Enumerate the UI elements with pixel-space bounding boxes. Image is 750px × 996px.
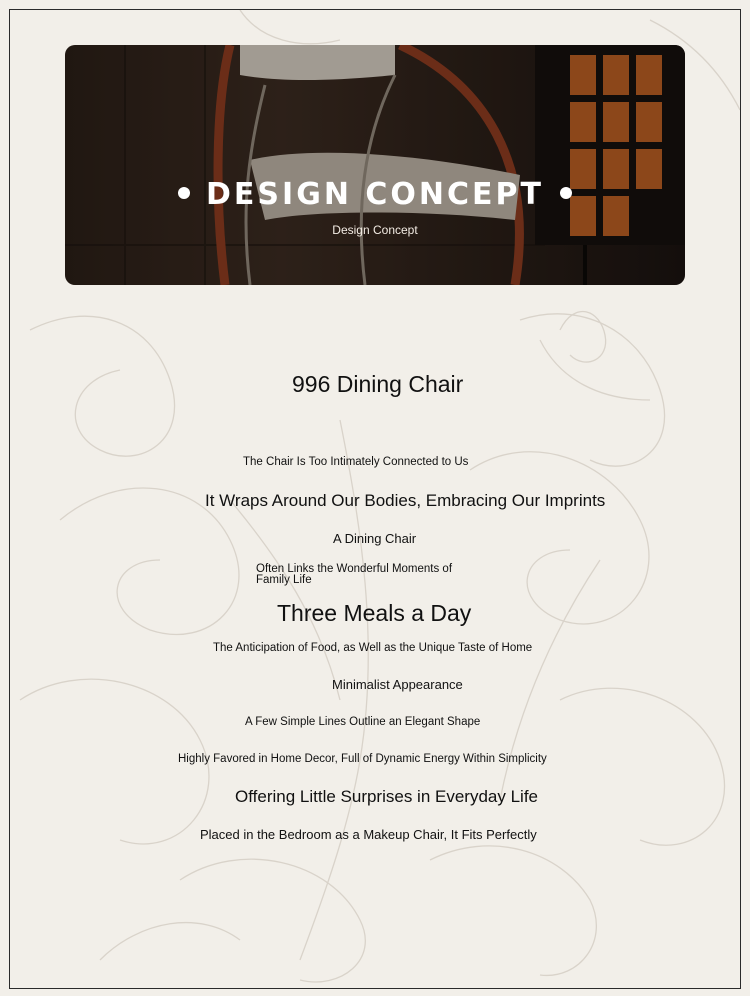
text-line-9: Highly Favored in Home Decor, Full of Dynamic Energy Within Simplicity: [178, 753, 547, 765]
chair-photo: [65, 45, 685, 285]
product-heading: 996 Dining Chair: [292, 371, 464, 397]
banner-subtitle: Design Concept: [332, 223, 418, 237]
hero-banner: [65, 45, 685, 285]
text-line-7: Minimalist Appearance: [332, 677, 463, 692]
text-line-5: Three Meals a Day: [277, 600, 472, 626]
text-line-6: The Anticipation of Food, as Well as the Unique Taste of Home: [213, 642, 533, 654]
banner-title: [65, 177, 685, 212]
text-line-1: The Chair Is Too Intimately Connected to Us: [243, 456, 469, 468]
text-line-10: Offering Little Surprises in Everyday Life: [235, 787, 538, 806]
bullet-dot-left: [178, 187, 190, 199]
text-line-4b: Family Life: [256, 574, 312, 586]
text-line-3: A Dining Chair: [333, 531, 417, 546]
banner-title-text: DESIGN CONCEPT: [206, 177, 544, 212]
text-line-8: A Few Simple Lines Outline an Elegant Shape: [245, 716, 481, 728]
text-line-2: It Wraps Around Our Bodies, Embracing Our Imprints: [205, 491, 606, 510]
bullet-dot-right: [560, 187, 572, 199]
text-line-4a: Often Links the Wonderful Moments of: [256, 563, 453, 575]
text-line-11: Placed in the Bedroom as a Makeup Chair, It Fits Perfectly: [200, 827, 537, 842]
